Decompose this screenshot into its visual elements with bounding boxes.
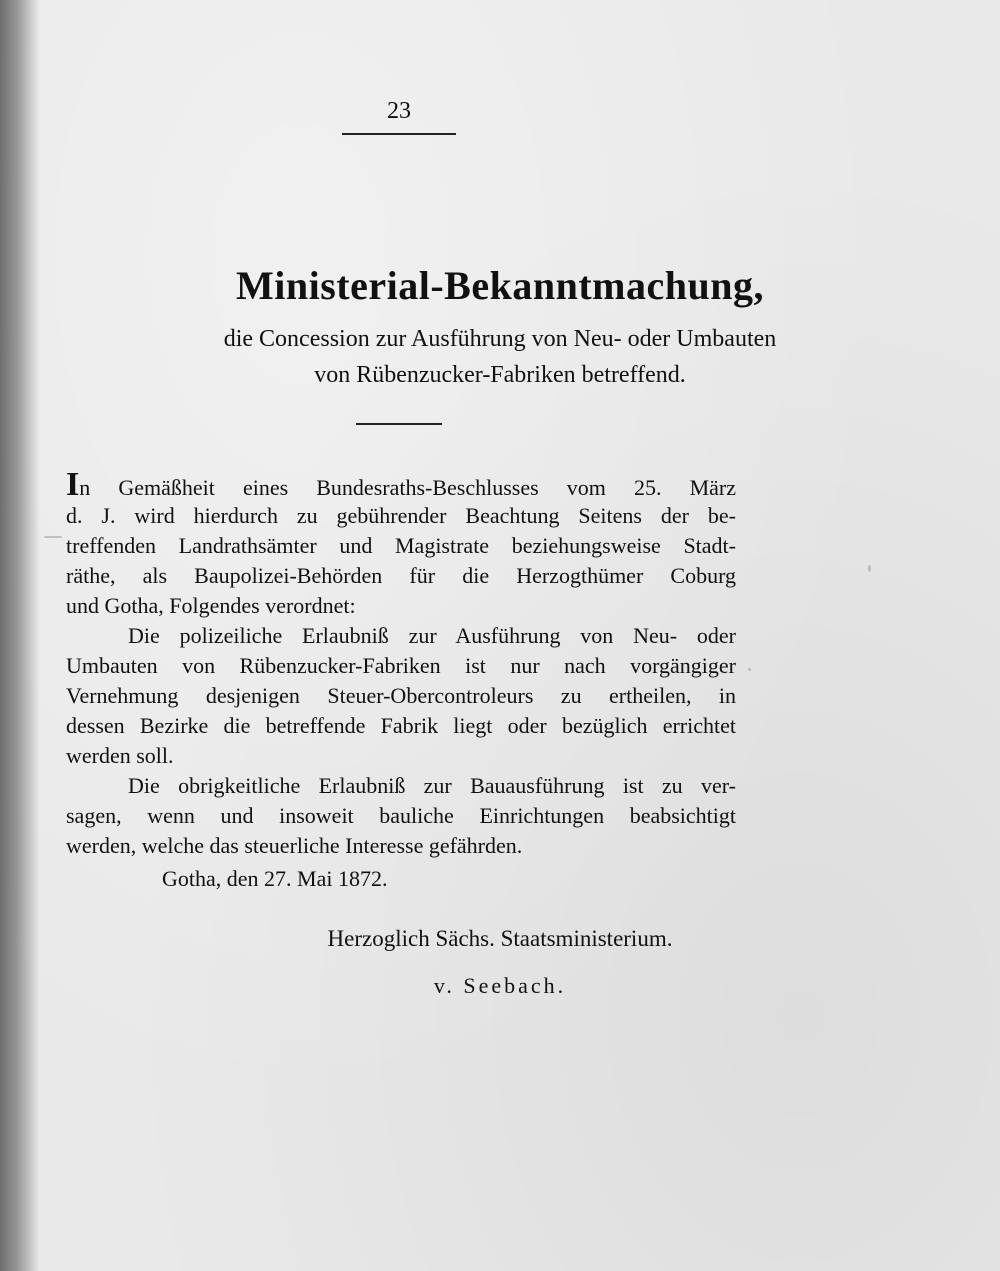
- body-line: werden soll.: [66, 743, 174, 768]
- body-line: und Gotha, Folgendes verordnet:: [66, 593, 356, 618]
- section-rule: [356, 423, 442, 425]
- body-line: treffenden Landrathsämter und Magistrate beziehungsweise Stadt-: [66, 533, 736, 558]
- body-line: d. J. wird hierdurch zu gebührender Beachtung Seitens der be-: [66, 503, 736, 528]
- scan-speck: [868, 565, 871, 572]
- scan-speck: [748, 668, 751, 671]
- document-title: Ministerial-Bekanntmachung,: [236, 263, 764, 308]
- body-line: Die obrigkeitliche Erlaubniß zur Bauausführung ist zu ver-: [128, 773, 736, 798]
- body-line: Vernehmung desjenigen Steuer-Obercontroleurs zu ertheilen, in: [66, 683, 736, 708]
- page-number: 23: [387, 98, 411, 124]
- drop-cap: I: [66, 466, 80, 503]
- body-line: [66, 466, 736, 503]
- body-line: werden, welche das steuerliche Interesse gefährden.: [66, 833, 523, 858]
- body-line-text: n Gemäßheit eines Bundesraths-Beschlusses vom 25. März: [79, 475, 736, 500]
- place-date: Gotha, den 27. Mai 1872.: [162, 866, 388, 891]
- body-line: sagen, wenn und insoweit bauliche Einrichtungen beabsichtigt: [66, 803, 736, 828]
- subtitle-line: die Concession zur Ausführung von Neu- oder Umbauten: [223, 326, 777, 352]
- body-line: räthe, als Baupolizei-Behörden für die Herzogthümer Coburg: [66, 563, 736, 588]
- issuing-authority: Herzoglich Sächs. Staatsministerium.: [327, 926, 673, 951]
- header-rule: [342, 133, 456, 135]
- signature: v. Seebach.: [433, 973, 567, 998]
- body-line: Umbauten von Rübenzucker-Fabriken ist nur nach vorgängiger: [66, 653, 736, 678]
- subtitle-line: von Rübenzucker-Fabriken betreffend.: [314, 362, 686, 388]
- body-line: Die polizeiliche Erlaubniß zur Ausführung von Neu- oder: [128, 623, 736, 648]
- page-edge-shadow: [0, 0, 40, 1271]
- body-line: dessen Bezirke die betreffende Fabrik liegt oder bezüglich errichtet: [66, 713, 736, 738]
- scan-speck: [44, 536, 62, 538]
